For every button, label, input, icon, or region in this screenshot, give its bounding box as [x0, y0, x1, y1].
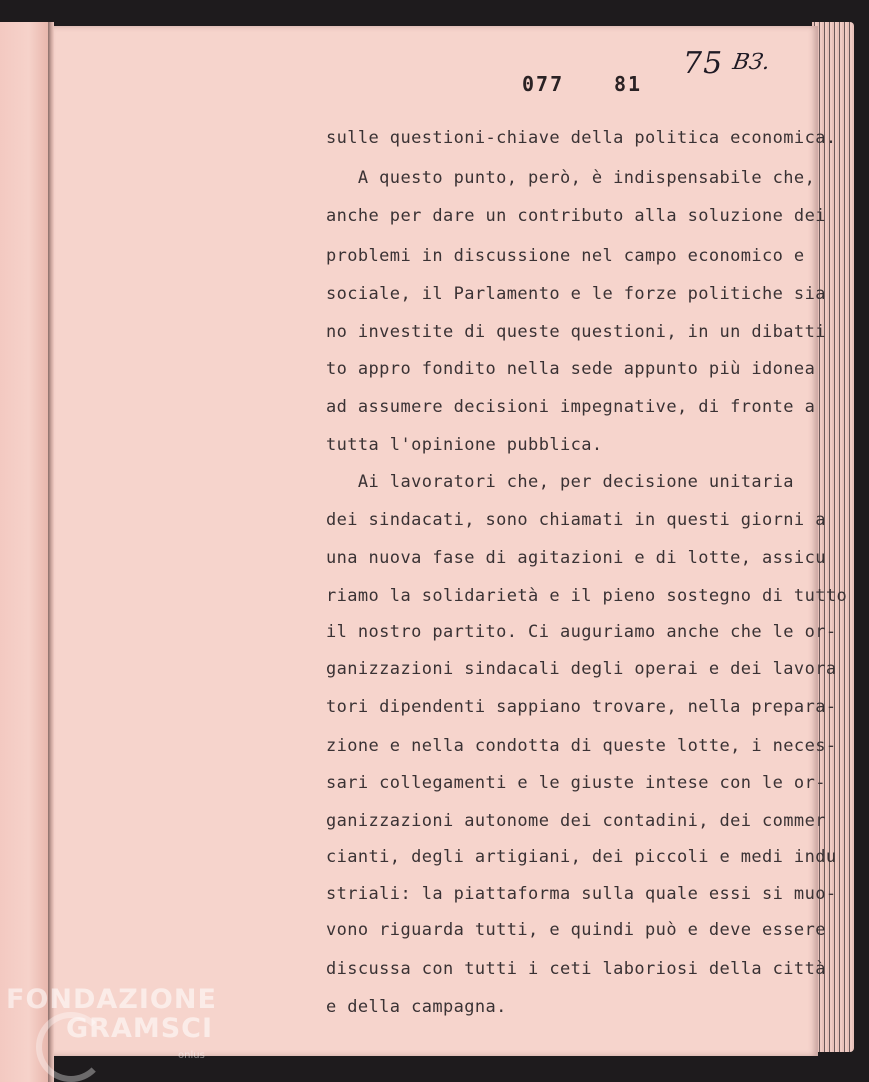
text-line: dei sindacati, sono chiamati in questi giorni a [326, 510, 826, 530]
watermark-line-2: GRAMSCI [66, 1013, 214, 1044]
text-line: riamo la solidarietà e il pieno sostegno di tutto [326, 586, 848, 606]
text-line: il nostro partito. Ci auguriamo anche che le or- [326, 622, 837, 642]
watermark-line-1: FONDAZIONE [6, 984, 217, 1015]
text-line: to appro fondito nella sede appunto più idonea [326, 359, 816, 379]
handwritten-number: 75 [683, 46, 724, 81]
handwritten-mark: ВЗ. [730, 50, 773, 75]
watermark-line-3: onlus [178, 1050, 205, 1061]
text-line: tori dipendenti sappiano trovare, nella prepara- [326, 697, 837, 717]
text-line: vono riguarda tutti, e quindi può e deve essere [326, 920, 826, 940]
text-line: sari collegamenti e le giuste intese con le or- [326, 773, 826, 793]
text-line: problemi in discussione nel campo economico e [326, 246, 805, 266]
text-line: ganizzazioni sindacali degli operai e dei lavora [326, 659, 837, 679]
text-line: striali: la piattaforma sulla quale essi si muo- [326, 884, 837, 904]
text-line: discussa con tutti i ceti laboriosi della città [326, 959, 826, 979]
text-line: zione e nella condotta di queste lotte, i neces- [326, 736, 837, 756]
page-number: 81 [614, 72, 643, 96]
text-line: ad assumere decisioni impegnative, di fronte a [326, 397, 816, 417]
text-line: sulle questioni-chiave della politica economica. [326, 128, 837, 148]
text-line: sociale, il Parlamento e le forze politiche sia [326, 284, 826, 304]
archive-number: 077 [522, 72, 565, 96]
text-line: e della campagna. [326, 997, 507, 1017]
text-line: ganizzazioni autonome dei contadini, dei commer [326, 811, 826, 831]
text-line: tutta l'opinione pubblica. [326, 435, 603, 455]
text-line: Ai lavoratori che, per decisione unitaria [326, 472, 794, 492]
text-line: cianti, degli artigiani, dei piccoli e medi indu [326, 847, 837, 867]
text-line: anche per dare un contributo alla soluzione dei [326, 206, 826, 226]
text-line: A questo punto, però, è indispensabile che, [326, 168, 816, 188]
text-line: no investite di queste questioni, in un dibatti [326, 322, 826, 342]
text-line: una nuova fase di agitazioni e di lotte, assicu [326, 548, 826, 568]
left-page-edge [0, 22, 48, 1082]
